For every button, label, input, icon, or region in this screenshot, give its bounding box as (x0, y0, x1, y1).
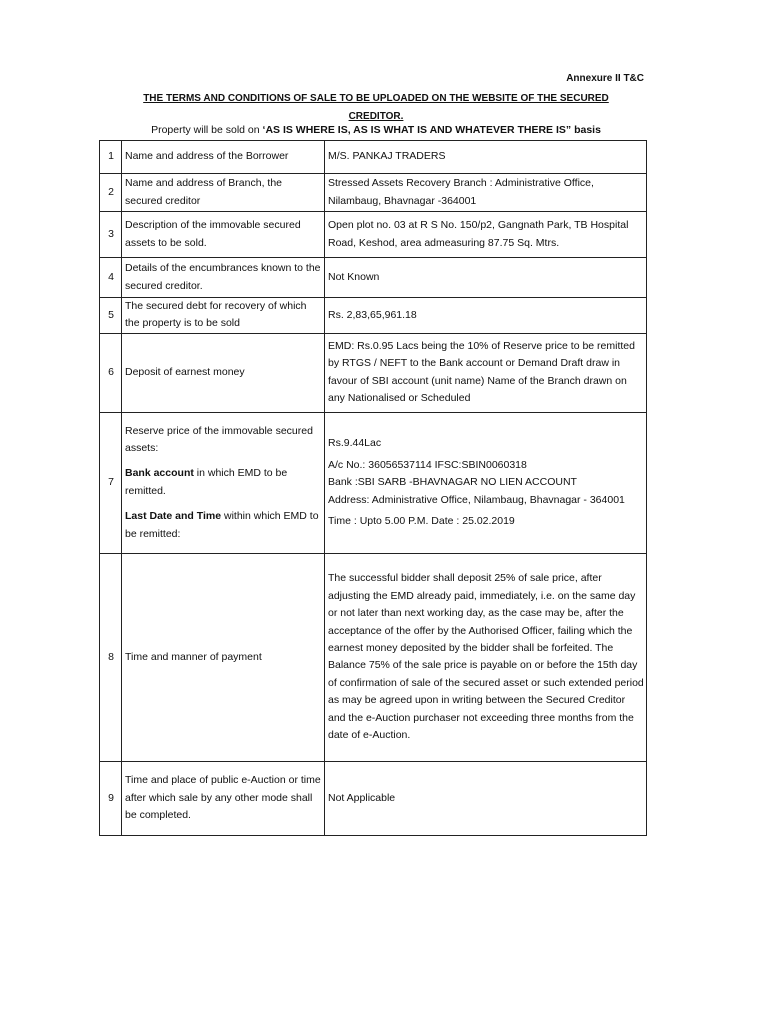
row-value: Stressed Assets Recovery Branch : Administrative Office, Nilambaug, Bhavnagar -364001 (325, 174, 647, 212)
row-item: Deposit of earnest money (122, 333, 325, 412)
table-row (100, 298, 647, 334)
sale-basis-prefix: Property will be sold on (151, 124, 263, 136)
sale-basis-line (100, 123, 652, 137)
row-item: Time and manner of payment (122, 553, 325, 761)
bank-account-label-rest: in which EMD to be remitted. (125, 467, 288, 497)
table-row (100, 412, 647, 553)
row-number: 3 (100, 212, 122, 258)
bank-account-label-bold: Bank account (125, 467, 194, 480)
row-item: Details of the encumbrances known to the secured creditor. (122, 258, 325, 298)
row-number: 2 (100, 174, 122, 212)
annexure-label: Annexure II T&C (566, 73, 644, 84)
table-row (100, 141, 647, 174)
row-item: Time and place of public e-Auction or time after which sale by any other mode shall be completed. (122, 761, 325, 835)
row-number: 4 (100, 258, 122, 298)
last-date-label (125, 508, 322, 543)
bank-address-value: Address: Administrative Office, Nilambaug, Bhavnagar - 364001 (328, 493, 625, 506)
reserve-price-value: Rs.9.44Lac (328, 437, 382, 450)
row-item: Name and address of the Borrower (122, 141, 325, 174)
bank-account-label (125, 465, 322, 500)
row-value: M/S. PANKAJ TRADERS (325, 141, 647, 174)
row-number: 8 (100, 553, 122, 761)
row-number: 1 (100, 141, 122, 174)
row-value: The successful bidder shall deposit 25% of sale price, after adjusting the EMD already paid, immediately, i.e. on the same day or not later than next working day, as the case may be, after the acceptance of the offer by the Authorised Officer, failing which the earnest money deposited by the bidder shall be forfeited. The Balance 75% of the sale price is payable on or before the 15th day of confirmation of sale of the secured asset or such extended period as may be agreed upon in writing between the Secured Creditor and the e-Auction purchaser not exceeding three months from the date of e-Auction. (325, 553, 647, 761)
bank-name-value: Bank :SBI SARB -BHAVNAGAR NO LIEN ACCOUNT (328, 476, 577, 489)
document-title: THE TERMS AND CONDITIONS OF SALE TO BE UPLOADED ON THE WEBSITE OF THE SECURED CREDITOR. (143, 93, 609, 122)
row-value (325, 412, 647, 553)
row-value: EMD: Rs.0.95 Lacs being the 10% of Reserve price to be remitted by RTGS / NEFT to the Bank account or Demand Draft draw in favour of SBI account (unit name) Name of the Branch drawn on any Nationalised or Scheduled (325, 333, 647, 412)
table-row (100, 258, 647, 298)
last-date-label-bold: Last Date and Time (125, 510, 222, 523)
reserve-price-label: Reserve price of the immovable secured assets: (125, 424, 313, 454)
account-number-value: A/c No.: 36056537114 IFSC:SBIN0060318 (328, 458, 527, 471)
row-value: Rs. 2,83,65,961.18 (325, 298, 647, 334)
row-item: Description of the immovable secured assets to be sold. (122, 212, 325, 258)
terms-table (99, 140, 647, 836)
row-item (122, 412, 325, 553)
table-row (100, 553, 647, 761)
row-item: Name and address of Branch, the secured creditor (122, 174, 325, 212)
table-row (100, 761, 647, 835)
table-row (100, 333, 647, 412)
last-date-label-rest: within which EMD to be remitted: (125, 510, 319, 540)
row-value: Not Known (325, 258, 647, 298)
sale-basis-terms: ‘AS IS WHERE IS, AS IS WHAT IS AND WHATEVER THERE IS” basis (262, 124, 601, 136)
row-value: Not Applicable (325, 761, 647, 835)
last-date-value: Time : Upto 5.00 P.M. Date : 25.02.2019 (328, 514, 515, 527)
table-row (100, 212, 647, 258)
table-row (100, 174, 647, 212)
row-value: Open plot no. 03 at R S No. 150/p2, Gangnath Park, TB Hospital Road, Keshod, area admeasuring 87.75 Sq. Mtrs. (325, 212, 647, 258)
row-number: 6 (100, 333, 122, 412)
row-item: The secured debt for recovery of which the property is to be sold (122, 298, 325, 334)
row-number: 5 (100, 298, 122, 334)
row-number: 9 (100, 761, 122, 835)
row-number: 7 (100, 412, 122, 553)
